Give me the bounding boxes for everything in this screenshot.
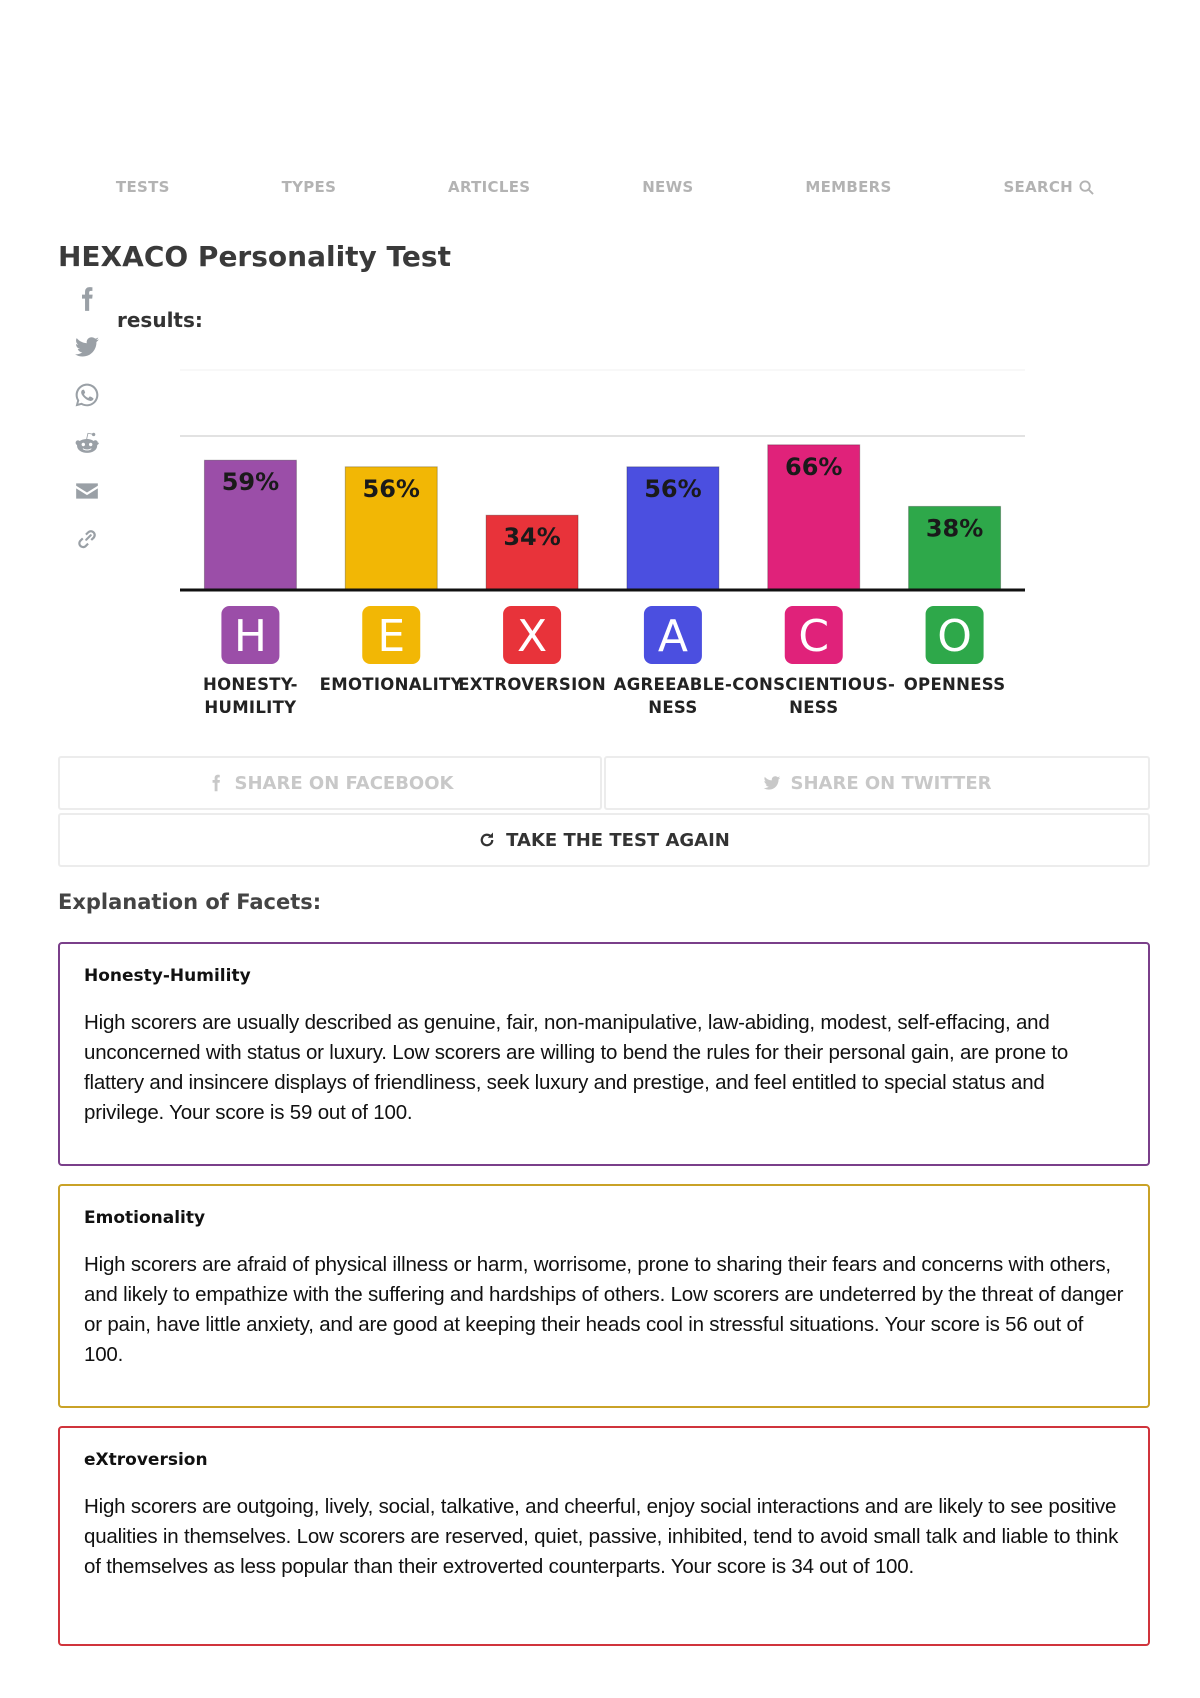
results-label: results:: [117, 308, 203, 332]
category-label: AGREEABLE-: [613, 675, 733, 694]
explanation-heading: Explanation of Facets:: [58, 890, 322, 914]
bar-value-label: 38%: [925, 514, 984, 543]
share-sidebar: [70, 286, 104, 552]
facet-title: Emotionality: [84, 1208, 206, 1228]
category-label: EMOTIONALITY: [319, 675, 463, 694]
nav-item-members[interactable]: MEMBERS: [805, 178, 892, 196]
facebook-icon: [207, 774, 225, 792]
reddit-icon[interactable]: [74, 430, 100, 456]
top-nav: [60, 172, 1150, 202]
category-label: HUMILITY: [204, 698, 297, 717]
letter-badge-text: X: [517, 611, 548, 662]
facet-description: High scorers are outgoing, lively, social, talkative, and cheerful, enjoy social interactions and are likely to see positive qualities in themselves. Low scorers are reserved, quiet, passive, inhibited, tend to avoid small talk and liable to think of themselves as less popular than their extroverted counterparts. Your score is 34 out of 100.: [84, 1495, 1119, 1578]
letter-badge-text: C: [798, 611, 830, 662]
bar-value-label: 59%: [221, 468, 280, 497]
facet-title: Honesty-Humility: [84, 966, 251, 986]
letter-badge-text: A: [657, 611, 688, 662]
facet-title: eXtroversion: [84, 1450, 208, 1470]
facebook-icon[interactable]: [74, 286, 100, 312]
bar-value-label: 56%: [644, 474, 702, 503]
facet-description: High scorers are usually described as genuine, fair, non-manipulative, law-abiding, modest, self-effacing, and unconcerned with status or luxury. Low scorers are willing to bend the rules for their personal gain, are prone to flattery and insincere displays of friendliness, seek luxury and prestige, and feel entitled to special status and privilege. Your score is 59 out of 100.: [84, 1011, 1069, 1124]
search-icon: [1079, 180, 1094, 195]
take-test-again-label: TAKE THE TEST AGAIN: [506, 829, 730, 851]
nav-item-types[interactable]: TYPES: [281, 178, 337, 196]
category-label: OPENNESS: [903, 675, 1006, 694]
category-label: EXTROVERSION: [458, 675, 606, 694]
share-twitter-button[interactable]: [604, 756, 1150, 810]
letter-badge-text: E: [377, 611, 406, 662]
nav-item-tests[interactable]: TESTS: [115, 178, 170, 196]
refresh-icon: [478, 831, 496, 849]
facet-card-extroversion: [58, 1426, 1150, 1646]
bar-value-label: 34%: [503, 523, 561, 552]
facet-description: High scorers are afraid of physical illness or harm, worrisome, prone to sharing their fears and concerns with others, and likely to empathize with the suffering and hardships of others. Low scorers are undeterred by the threat of danger or pain, have little anxiety, and are good at keeping their heads cool in stressful situations. Your score is 56 out of 100.: [84, 1253, 1124, 1366]
bar-value-label: 56%: [362, 474, 420, 503]
facet-card-emotionality: [58, 1184, 1150, 1408]
whatsapp-icon[interactable]: [74, 382, 100, 408]
email-icon[interactable]: [74, 478, 100, 504]
twitter-icon: [763, 774, 781, 792]
letter-badge-text: H: [233, 611, 267, 662]
page-title: HEXACO Personality Test: [58, 240, 451, 273]
nav-search[interactable]: [1003, 178, 1094, 196]
chart-svg: [180, 360, 1025, 720]
nav-search-label: SEARCH: [1003, 178, 1074, 196]
bar-value-label: 66%: [785, 452, 843, 481]
share-facebook-button[interactable]: [58, 756, 602, 810]
share-twitter-label: SHARE ON TWITTER: [790, 772, 992, 794]
category-label: NESS: [648, 698, 698, 717]
nav-item-articles[interactable]: ARTICLES: [448, 178, 531, 196]
category-label: HONESTY-: [203, 675, 298, 694]
category-label: NESS: [789, 698, 839, 717]
category-label: CONSCIENTIOUS-: [732, 675, 896, 694]
take-test-again-button[interactable]: [58, 813, 1150, 867]
letter-badge-text: O: [937, 611, 972, 662]
hexaco-bar-chart: [180, 360, 1025, 720]
share-facebook-label: SHARE ON FACEBOOK: [234, 772, 454, 794]
facet-card-honesty-humility: [58, 942, 1150, 1166]
nav-item-news[interactable]: NEWS: [642, 178, 694, 196]
twitter-icon[interactable]: [74, 334, 100, 360]
link-icon[interactable]: [74, 526, 100, 552]
